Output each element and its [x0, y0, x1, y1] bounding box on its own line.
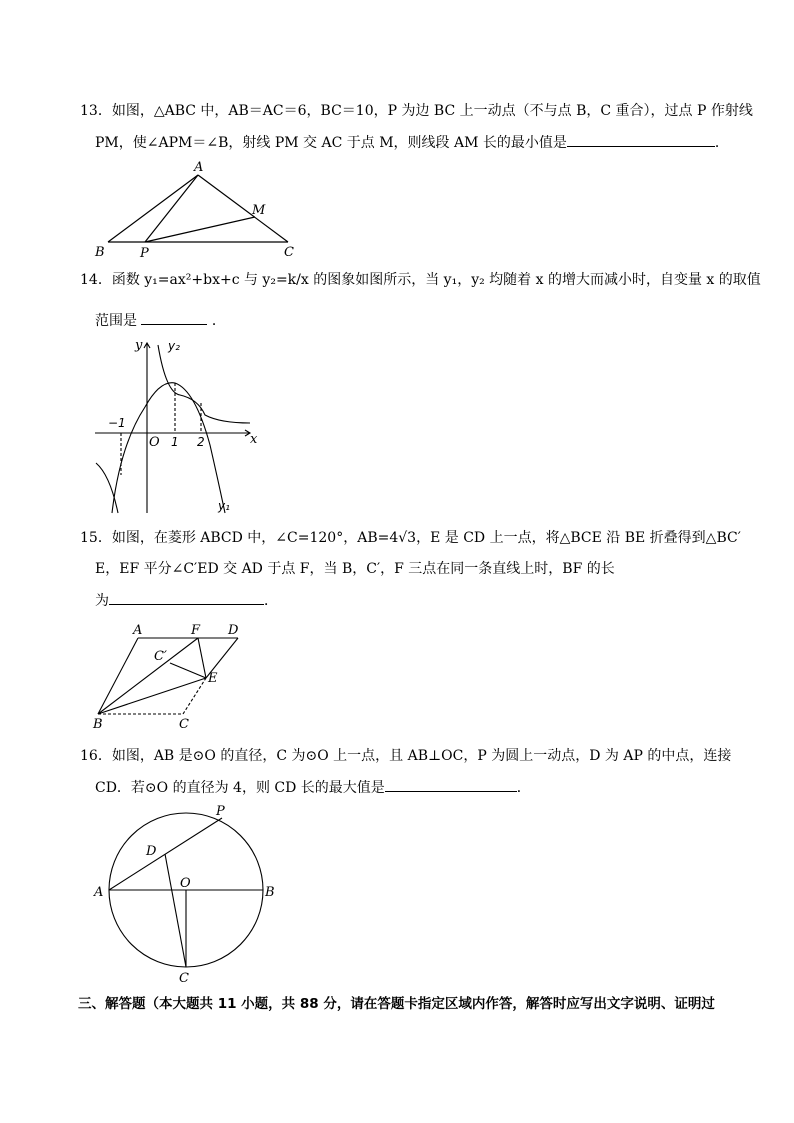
section3-heading: 三、解答题（本大题共 11 小题，共 88 分，请在答题卡指定区域内作答，解答时应写出文字说明、证明过: [78, 996, 715, 1012]
q15-label-C: C: [179, 717, 189, 732]
q13-line2: [95, 132, 729, 153]
q14-label-2: 2: [197, 435, 205, 449]
q14-graph-figure: [90, 335, 270, 520]
q15-line3: [95, 590, 278, 611]
q15-label-A: A: [133, 623, 143, 638]
q16-line1: 16．如图，AB 是⊙O 的直径，C 为⊙O 上一点，且 AB⊥OC，P 为圆上一动点，D 为 AP 的中点，连接: [80, 748, 732, 764]
q13-line1: 13．如图，△ABC 中，AB＝AC＝6，BC＝10，P 为边 BC 上一动点（不与点 B，C 重合），过点 P 作射线: [80, 103, 753, 119]
q15-label-F: F: [191, 623, 201, 638]
q14-label-1: 1: [171, 435, 179, 449]
q14-label-y: y: [135, 338, 143, 353]
q15-line1: 15．如图，在菱形 ABCD 中，∠C=120°，AB=4√3，E 是 CD 上一点，将△BCE 沿 BE 折叠得到△BC′: [80, 530, 741, 546]
q14-label-y1: y₁: [218, 499, 230, 513]
q15-line2: E，EF 平分∠C′ED 交 AD 于点 F，当 B，C′，F 三点在同一条直线上时，BF 的长: [95, 561, 615, 577]
q13-label-P: P: [140, 246, 149, 261]
q13-label-A: A: [194, 160, 204, 175]
q13-label-M: M: [252, 203, 266, 218]
q16-circle-figure: [92, 805, 292, 990]
q14-line2-text: 范围是: [95, 313, 137, 329]
q16-label-C: C: [179, 971, 189, 986]
q13-answer-blank[interactable]: [567, 132, 715, 147]
q15-label-E: E: [208, 671, 218, 686]
q16-label-A: A: [94, 885, 104, 900]
q13-label-C: C: [284, 245, 294, 260]
q16-label-O: O: [180, 876, 191, 891]
q13-triangle-figure: [90, 160, 300, 260]
q13-line2-end: ．: [714, 135, 729, 151]
q15-line3-end: ．: [264, 593, 278, 609]
q15-label-B: B: [93, 717, 103, 732]
q14-line2: [95, 310, 226, 331]
q14-answer-blank[interactable]: [141, 310, 207, 325]
q16-label-D: D: [146, 844, 157, 859]
q14-label-y2: y₂: [168, 339, 180, 353]
q14-label-O: O: [149, 435, 160, 450]
q16-label-P: P: [216, 804, 225, 819]
q15-answer-blank[interactable]: [109, 590, 264, 605]
q14-label-neg1: −1: [108, 416, 126, 430]
q14-line1: 14．函数 y₁=ax²+bx+c 与 y₂=k/x 的图象如图所示，当 y₁，y₂ 均随着 x 的增大而减小时，自变量 x 的取值: [80, 272, 761, 288]
q15-rhombus-figure: [90, 620, 250, 735]
q16-answer-blank[interactable]: [385, 777, 517, 792]
q13-label-B: B: [95, 245, 105, 260]
q16-line2-text: CD．若⊙O 的直径为 4，则 CD 长的最大值是: [95, 780, 385, 796]
q15-label-Cprime: C′: [154, 649, 167, 664]
q16-line2-end: ．: [516, 780, 531, 796]
q13-line2-text: PM，使∠APM＝∠B，射线 PM 交 AC 于点 M，则线段 AM 长的最小值是: [95, 135, 567, 151]
q15-line3-text: 为: [95, 593, 109, 609]
q14-label-x: x: [250, 432, 258, 447]
q16-label-B: B: [265, 885, 275, 900]
q15-label-D: D: [228, 623, 239, 638]
q14-line2-end: ．: [211, 313, 226, 329]
q16-line2: [95, 777, 531, 798]
